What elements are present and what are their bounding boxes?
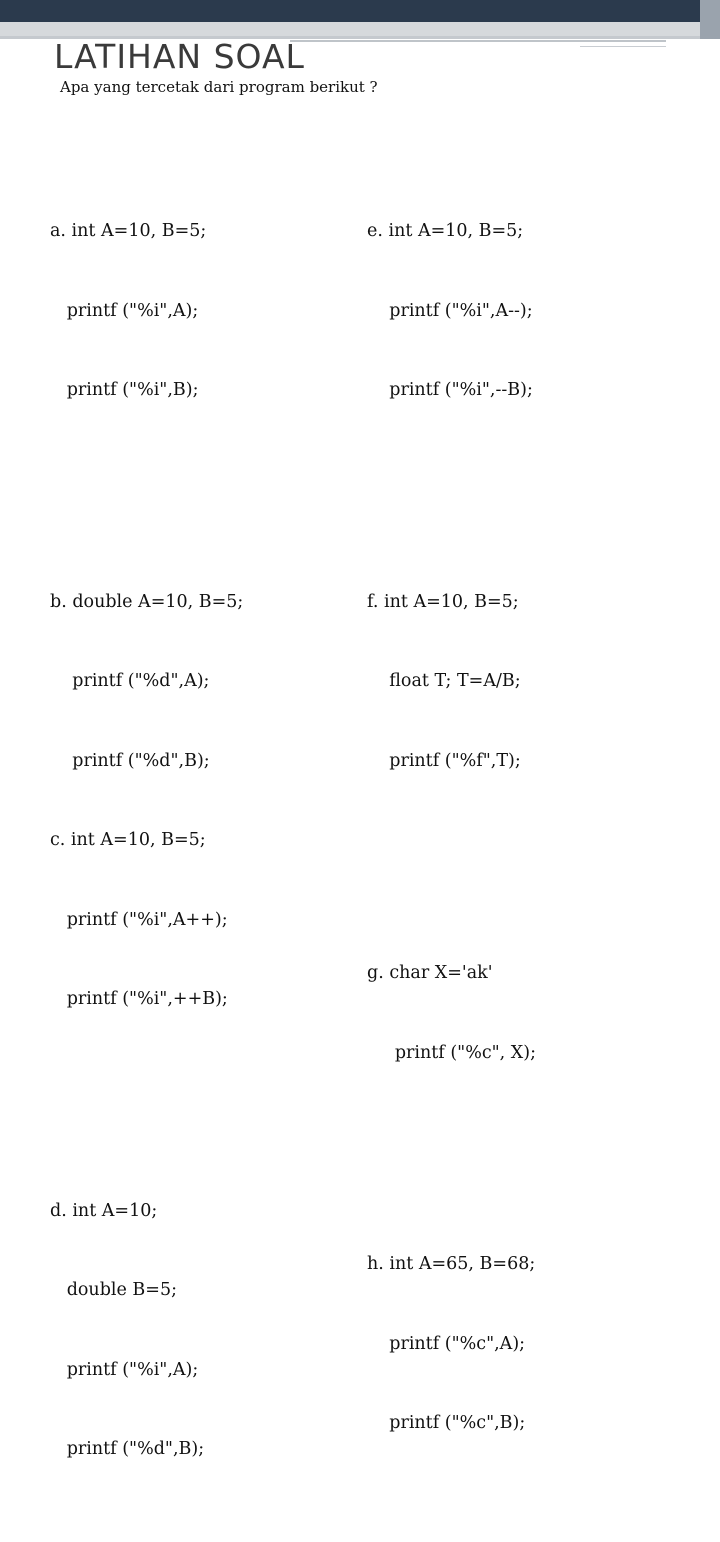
- code-line: printf ("%i",B);: [50, 380, 199, 400]
- code-line: printf ("%i",A);: [50, 300, 199, 321]
- title-underline-accent: [580, 46, 666, 47]
- code-line: printf ("%d",A);: [50, 671, 210, 691]
- code-line: double B=5;: [50, 1280, 177, 1300]
- header-bar-dark: [0, 0, 720, 22]
- code-line: printf ("%c",A);: [367, 1333, 526, 1354]
- code-line: printf ("%i",A++);: [50, 909, 228, 930]
- header-bar-light: [0, 22, 720, 36]
- code-line: printf ("%i",--B);: [367, 380, 533, 400]
- question-d-block: [50, 1145, 243, 1516]
- question-g-block: [367, 907, 536, 1119]
- code-line: e. int A=10, B=5;: [367, 221, 524, 241]
- code-line: float T; T=A/B;: [367, 671, 521, 691]
- question-h-block: [367, 1198, 536, 1490]
- code-line: d. int A=10;: [50, 1200, 158, 1221]
- code-line: printf ("%d",B);: [50, 750, 210, 771]
- question-bc-block: [50, 536, 243, 1066]
- code-line: printf ("%i",A--);: [367, 300, 533, 321]
- code-line: printf ("%c", X);: [367, 1042, 536, 1063]
- question-a-block: [50, 165, 243, 457]
- code-line: printf ("%i",A);: [50, 1359, 199, 1380]
- code-line: printf ("%f",T);: [367, 750, 521, 771]
- right-column: [367, 112, 536, 1516]
- question-e-block: [367, 165, 536, 457]
- code-line: g. char X='ak': [367, 963, 493, 983]
- code-line: printf ("%i",++B);: [50, 989, 228, 1009]
- code-line: b. double A=10, B=5;: [50, 591, 244, 612]
- code-line: a. int A=10, B=5;: [50, 221, 207, 241]
- code-line: printf ("%d",B);: [50, 1439, 205, 1459]
- left-column: [50, 112, 243, 1542]
- slide-subtitle: Apa yang tercetak dari program berikut ?: [60, 78, 378, 96]
- code-line: h. int A=65, B=68;: [367, 1254, 536, 1274]
- code-line: printf ("%c",B);: [367, 1413, 526, 1433]
- header-corner-accent: [700, 0, 720, 39]
- question-f-block: [367, 536, 536, 828]
- title-underline: [290, 40, 666, 42]
- code-line: f. int A=10, B=5;: [367, 591, 519, 612]
- code-line: c. int A=10, B=5;: [50, 830, 206, 850]
- slide-title: LATIHAN SOAL: [54, 37, 305, 76]
